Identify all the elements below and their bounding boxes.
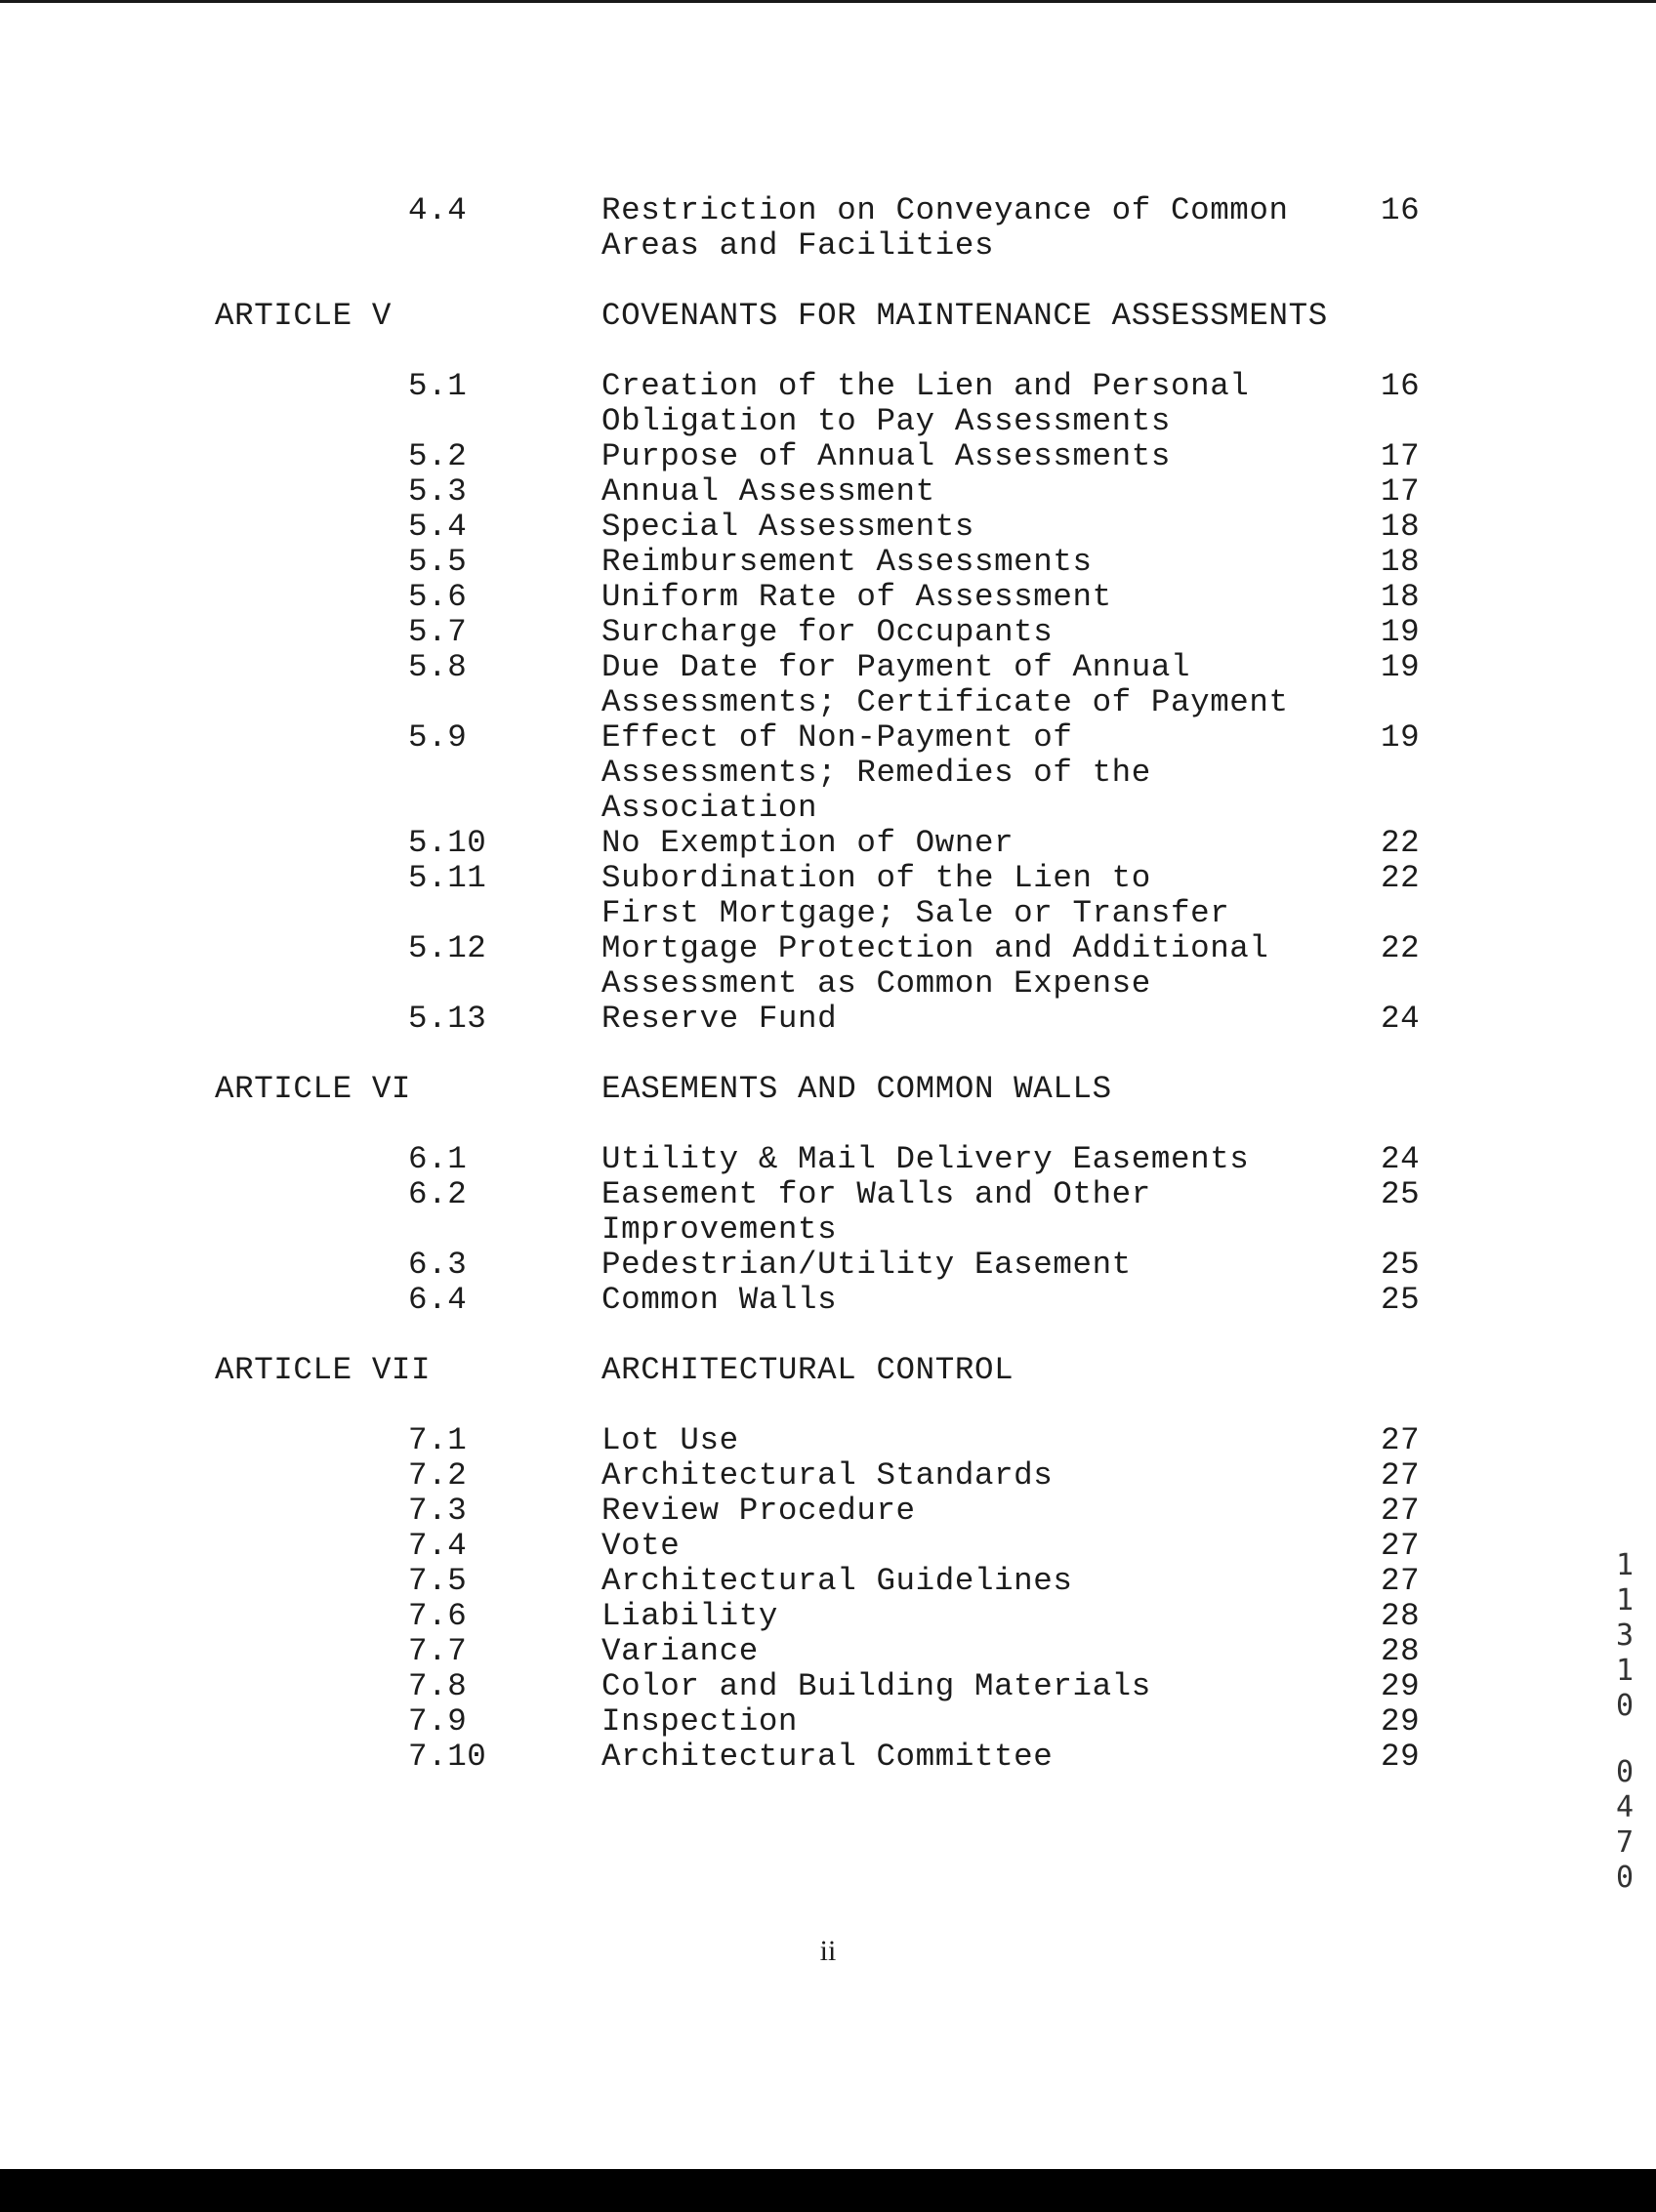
page-reference: 22 bbox=[1381, 860, 1421, 896]
toc-entry bbox=[0, 1494, 1656, 1529]
section-title: Vote bbox=[601, 1528, 681, 1564]
section-number: 5.5 bbox=[408, 544, 468, 580]
section-number: 5.11 bbox=[408, 860, 487, 896]
section-number: 6.4 bbox=[408, 1282, 468, 1318]
toc-entry bbox=[0, 826, 1656, 861]
toc-entry bbox=[0, 193, 1656, 264]
toc-entry bbox=[0, 1177, 1656, 1248]
page-reference: 19 bbox=[1381, 614, 1421, 650]
toc-entry bbox=[0, 720, 1656, 826]
section-title: Reserve Fund bbox=[601, 1001, 838, 1037]
page-reference: 28 bbox=[1381, 1598, 1421, 1634]
bates-digit: 0 bbox=[1615, 1861, 1635, 1895]
section-number: 5.13 bbox=[408, 1001, 487, 1037]
toc-entry bbox=[0, 580, 1656, 615]
section-number: 6.2 bbox=[408, 1176, 468, 1212]
section-number: 7.5 bbox=[408, 1563, 468, 1599]
section-number: 6.3 bbox=[408, 1247, 468, 1283]
toc-entry bbox=[0, 1564, 1656, 1599]
toc-entry bbox=[0, 1704, 1656, 1740]
section-number: 5.4 bbox=[408, 509, 468, 545]
page-reference: 27 bbox=[1381, 1457, 1421, 1494]
page-reference: 29 bbox=[1381, 1739, 1421, 1775]
page-reference: 29 bbox=[1381, 1703, 1421, 1740]
section-title: Color and Building Materials bbox=[601, 1668, 1151, 1704]
section-number: 4.4 bbox=[408, 192, 468, 228]
section-title: Lot Use bbox=[601, 1422, 739, 1458]
toc-entry bbox=[0, 861, 1656, 931]
section-number: 5.8 bbox=[408, 649, 468, 685]
section-title: Reimbursement Assessments bbox=[601, 544, 1093, 580]
section-title: Uniform Rate of Assessment bbox=[601, 579, 1112, 615]
table-of-contents bbox=[0, 193, 1656, 1775]
toc-entry bbox=[0, 510, 1656, 545]
toc-entry bbox=[0, 650, 1656, 720]
section-number: 7.2 bbox=[408, 1457, 468, 1494]
section-title: Liability bbox=[601, 1598, 778, 1634]
section-number: 7.10 bbox=[408, 1739, 487, 1775]
section-title: Utility & Mail Delivery Easements bbox=[601, 1141, 1250, 1177]
bates-digit: 1 bbox=[1615, 1548, 1635, 1582]
section-number: 7.1 bbox=[408, 1422, 468, 1458]
toc-entry bbox=[0, 615, 1656, 650]
page-reference: 22 bbox=[1381, 825, 1421, 861]
page-reference: 25 bbox=[1381, 1282, 1421, 1318]
section-number: 7.9 bbox=[408, 1703, 468, 1740]
section-title: Creation of the Lien and Personal Obligation to Pay Assessments bbox=[601, 368, 1250, 439]
section-title: Architectural Guidelines bbox=[601, 1563, 1073, 1599]
article-heading-row bbox=[0, 1353, 1656, 1388]
page-number: ii bbox=[819, 1935, 837, 1967]
section-number: 6.1 bbox=[408, 1141, 468, 1177]
section-number: 5.1 bbox=[408, 368, 468, 404]
toc-entry bbox=[0, 1423, 1656, 1458]
section-number: 7.7 bbox=[408, 1633, 468, 1669]
section-title: No Exemption of Owner bbox=[601, 825, 1014, 861]
section-number: 5.2 bbox=[408, 438, 468, 474]
toc-entry bbox=[0, 1529, 1656, 1564]
page-reference: 22 bbox=[1381, 930, 1421, 966]
page-reference: 28 bbox=[1381, 1633, 1421, 1669]
toc-entry bbox=[0, 1669, 1656, 1704]
page-reference: 27 bbox=[1381, 1528, 1421, 1564]
page-reference: 17 bbox=[1381, 473, 1421, 510]
article-title: ARCHITECTURAL CONTROL bbox=[601, 1352, 1014, 1388]
bates-gap bbox=[1609, 1724, 1640, 1755]
section-title: Restriction on Conveyance of Common Areas and Facilities bbox=[601, 192, 1289, 264]
article-title: EASEMENTS AND COMMON WALLS bbox=[601, 1071, 1112, 1107]
article-heading-row bbox=[0, 1072, 1656, 1107]
section-number: 7.4 bbox=[408, 1528, 468, 1564]
section-number: 7.3 bbox=[408, 1493, 468, 1529]
page-reference: 18 bbox=[1381, 579, 1421, 615]
toc-entry bbox=[0, 1142, 1656, 1177]
article-label: ARTICLE VI bbox=[215, 1071, 412, 1107]
page-reference: 24 bbox=[1381, 1001, 1421, 1037]
section-number: 5.6 bbox=[408, 579, 468, 615]
section-title: Purpose of Annual Assessments bbox=[601, 438, 1171, 474]
section-number: 5.12 bbox=[408, 930, 487, 966]
section-title: Due Date for Payment of Annual Assessments; Certificate of Payment bbox=[601, 649, 1289, 720]
toc-entry bbox=[0, 1248, 1656, 1283]
toc-entry bbox=[0, 1740, 1656, 1775]
toc-entry bbox=[0, 439, 1656, 474]
article-label: ARTICLE V bbox=[215, 298, 392, 334]
toc-entry bbox=[0, 545, 1656, 580]
scan-bottom-edge bbox=[0, 2169, 1656, 2212]
section-number: 5.7 bbox=[408, 614, 468, 650]
section-title: Variance bbox=[601, 1633, 759, 1669]
page-reference: 25 bbox=[1381, 1247, 1421, 1283]
page-reference: 18 bbox=[1381, 509, 1421, 545]
page-reference: 17 bbox=[1381, 438, 1421, 474]
section-title: Special Assessments bbox=[601, 509, 974, 545]
section-title: Review Procedure bbox=[601, 1493, 916, 1529]
toc-entry bbox=[0, 1002, 1656, 1037]
page-reference: 27 bbox=[1381, 1422, 1421, 1458]
toc-entry bbox=[0, 474, 1656, 510]
bates-digit: 7 bbox=[1615, 1825, 1635, 1860]
page-reference: 16 bbox=[1381, 368, 1421, 404]
section-title: Pedestrian/Utility Easement bbox=[601, 1247, 1132, 1283]
page-reference: 27 bbox=[1381, 1493, 1421, 1529]
page-reference: 16 bbox=[1381, 192, 1421, 228]
section-number: 7.6 bbox=[408, 1598, 468, 1634]
page-reference: 19 bbox=[1381, 719, 1421, 756]
bates-digit: 4 bbox=[1615, 1790, 1635, 1824]
toc-entry bbox=[0, 931, 1656, 1002]
article-label: ARTICLE VII bbox=[215, 1352, 432, 1388]
section-number: 5.9 bbox=[408, 719, 468, 756]
section-title: Annual Assessment bbox=[601, 473, 935, 510]
page-reference: 25 bbox=[1381, 1176, 1421, 1212]
article-heading-row bbox=[0, 299, 1656, 334]
section-number: 5.3 bbox=[408, 473, 468, 510]
section-title: Easement for Walls and Other Improvements bbox=[601, 1176, 1151, 1248]
section-title: Inspection bbox=[601, 1703, 799, 1740]
page-reference: 27 bbox=[1381, 1563, 1421, 1599]
section-number: 5.10 bbox=[408, 825, 487, 861]
toc-entry bbox=[0, 1599, 1656, 1634]
section-title: Architectural Committee bbox=[601, 1739, 1054, 1775]
bates-stamp bbox=[1609, 1548, 1640, 1896]
section-title: Surcharge for Occupants bbox=[601, 614, 1054, 650]
toc-entry bbox=[0, 1458, 1656, 1494]
article-title: COVENANTS FOR MAINTENANCE ASSESSMENTS bbox=[601, 298, 1328, 334]
toc-entry bbox=[0, 1634, 1656, 1669]
page-reference: 29 bbox=[1381, 1668, 1421, 1704]
bates-digit: 0 bbox=[1615, 1755, 1635, 1789]
section-title: Mortgage Protection and Additional Assessment as Common Expense bbox=[601, 930, 1269, 1002]
page-reference: 19 bbox=[1381, 649, 1421, 685]
bates-digit: 0 bbox=[1615, 1689, 1635, 1723]
toc-entry bbox=[0, 369, 1656, 439]
bates-digit: 1 bbox=[1615, 1654, 1635, 1688]
section-title: Effect of Non-Payment of Assessments; Remedies of the Association bbox=[601, 719, 1151, 826]
scan-top-edge bbox=[0, 0, 1656, 3]
section-title: Common Walls bbox=[601, 1282, 838, 1318]
page-reference: 18 bbox=[1381, 544, 1421, 580]
page-reference: 24 bbox=[1381, 1141, 1421, 1177]
toc-entry bbox=[0, 1283, 1656, 1318]
section-title: Subordination of the Lien to First Mortgage; Sale or Transfer bbox=[601, 860, 1230, 931]
bates-digit: 3 bbox=[1615, 1618, 1635, 1653]
bates-digit: 1 bbox=[1615, 1583, 1635, 1618]
section-title: Architectural Standards bbox=[601, 1457, 1054, 1494]
section-number: 7.8 bbox=[408, 1668, 468, 1704]
